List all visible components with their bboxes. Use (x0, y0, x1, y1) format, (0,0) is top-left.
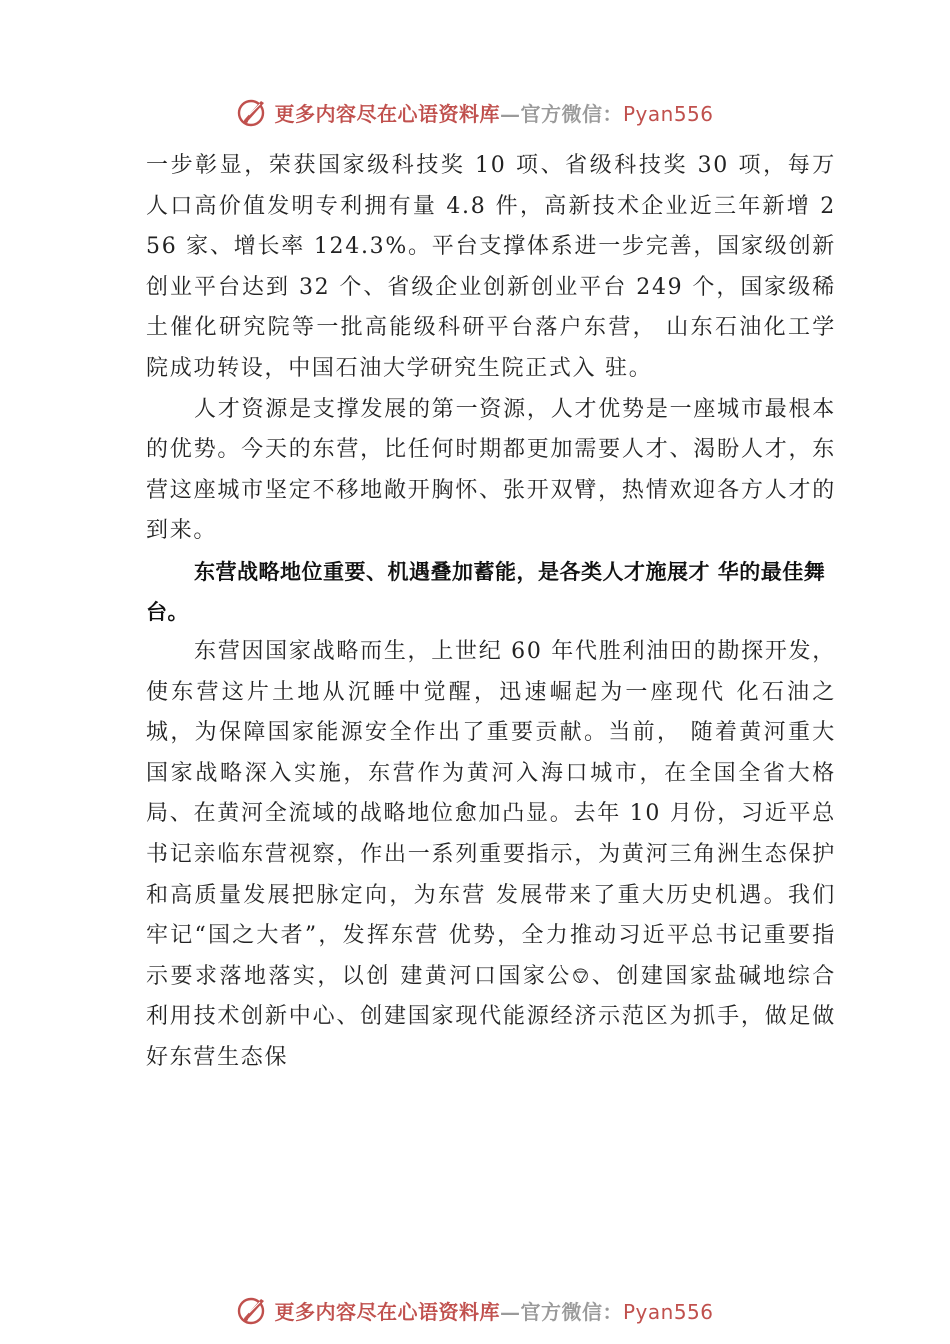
paragraph-3: 东营因国家战略而生，上世纪 60 年代胜利油田的勘探开发，使东营这片土地从沉睡中觉醒，迅速崛起为一座现代 化石油之城，为保障国家能源安全作出了重要贡献。当前， 随着黄河重大国家战略深入实施，东营作为黄河入海口城市，在全国全省大格局、在黄河全流域的战略地位愈加凸显。去年 10 月份，习近平总书记亲临东营视察，作出一系列重要指示，为黄河三角洲生态保护和高质量发展把脉定向，为东营 发展带来了重大历史机遇。我们牢记“国之大者”，发挥东营 优势，全力推动习近平总书记重要指示要求落地落实，以创 建黄河口国家公⎊、创建国家盐碱地综合利用技术创新中心、创建国家现代能源经济示范区为抓手，做足做好东营生态保 (146, 638, 836, 1070)
footer-slogan: 更多内容尽在心语资料库 (274, 1299, 500, 1324)
document-body (146, 146, 836, 1078)
paragraph-2: 人才资源是支撑发展的第一资源，人才优势是一座城市最根本的优势。今天的东营，比任何时期都更加需要人才、渴盼人才，东营这座城市坚定不移地敞开胸怀、张开双臂，热情欢迎各方人才的到来。 (146, 396, 836, 544)
header-slogan: 更多内容尽在心语资料库 (274, 101, 500, 126)
footer-wechat-label: —官方微信： (499, 1299, 623, 1324)
header-banner (0, 92, 950, 132)
section-heading: 东营战略地位重要、机遇叠加蓄能，是各类人才施展才 华的最佳舞台。 (146, 559, 826, 624)
header-wechat-id: Pyan556 (622, 101, 714, 126)
paragraph-1: 一步彰显，荣获国家级科技奖 10 项、省级科技奖 30 项，每万人口高价值发明专利拥有量 4.8 件，高新技术企业近三年新增 256 家、增长率 124.3%。平台支撑体系进一步完善，国家级创新创业平台达到 32 个、省级企业创新创业平台 249 个，国家级稀土催化研究院等一批高能级科研平台落户东营， 山东石油化工学院成功转设，中国石油大学研究生院正式入 驻。 (146, 153, 836, 381)
footer-banner (0, 1290, 950, 1330)
quill-seal-icon (236, 95, 270, 129)
quill-seal-icon (236, 1293, 270, 1327)
header-wechat-label: —官方微信： (499, 101, 623, 126)
footer-wechat-id: Pyan556 (622, 1299, 714, 1324)
